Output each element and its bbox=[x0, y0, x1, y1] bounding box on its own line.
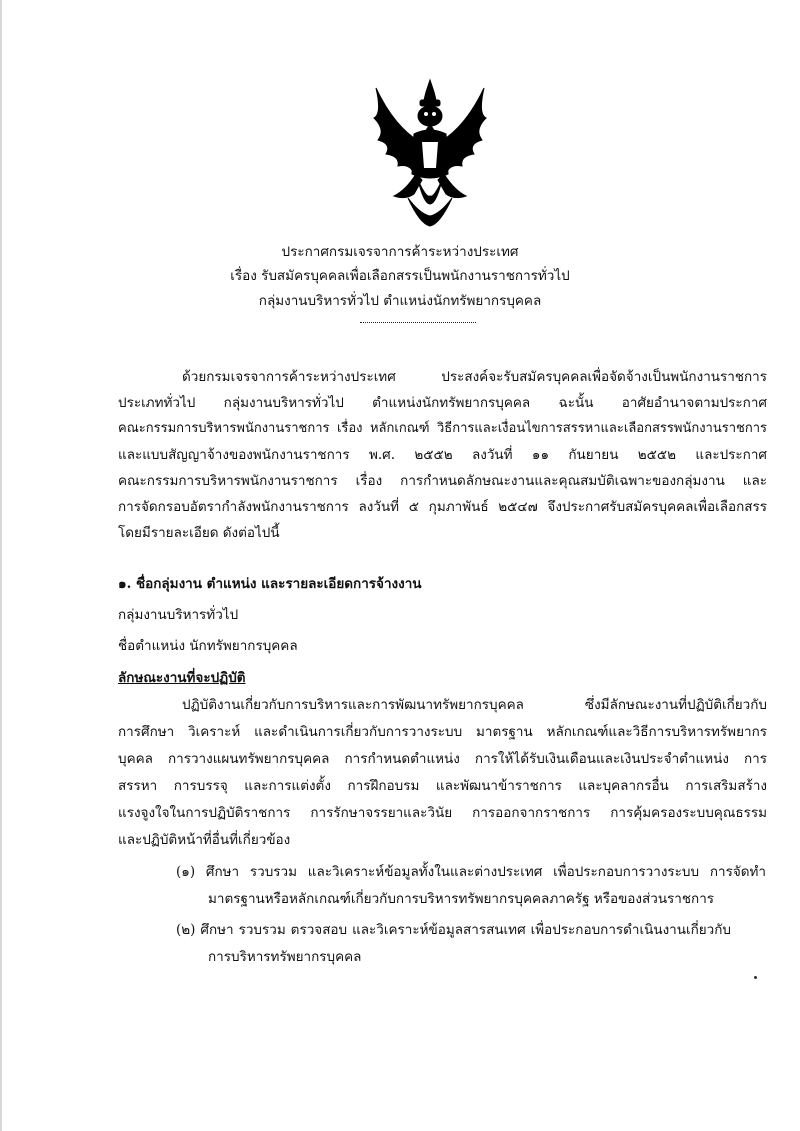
intro-line-4: และแบบสัญญาจ้างของพนักงานราชการ พ.ศ. ๒๕๕๒ ลงวันที่ ๑๑ กันยายน ๒๕๕๒ และประกาศ bbox=[118, 447, 767, 463]
duty-item-1-line-1: (๑) ศึกษา รวบรวม และวิเคราะห์ข้อมูลทั้งในและต่างประเทศ เพื่อประกอบการวางระบบ การจัดทำ bbox=[176, 864, 766, 880]
separator-dots bbox=[360, 322, 476, 323]
duties-line-4: สรรหา การบรรจุ และการแต่งตั้ง การฝึกอบรม และพัฒนาข้าราชการ และบุคลากรอื่น การเสริมสร้าง bbox=[118, 778, 767, 794]
duty-item-2-line-1: (๒) ศึกษา รวบรวม ตรวจสอบ และวิเคราะห์ข้อมูลสารสนเทศ เพื่อประกอบการดำเนินงานเกี่ยวกับ bbox=[176, 922, 731, 938]
duties-line-2: การศึกษา วิเคราะห์ และดำเนินการเกี่ยวกับการวางระบบ มาตรฐาน หลักเกณฑ์และวิธีการบริหารทรัพยากร bbox=[118, 724, 767, 740]
announcement-subject: เรื่อง รับสมัครบุคคลเพื่อเลือกสรรเป็นพนักงานราชการทั่วไป bbox=[230, 268, 570, 284]
duties-line-6: และปฏิบัติหน้าที่อื่นที่เกี่ยวข้อง bbox=[118, 832, 291, 848]
duties-heading: ลักษณะงานที่จะปฏิบัติ bbox=[118, 670, 246, 686]
section-1-heading: ๑. ชื่อกลุ่มงาน ตำแหน่ง และรายละเอียดการจ้างงาน bbox=[118, 576, 422, 592]
intro-line-6: การจัดกรอบอัตรากำลังพนักงานราชการ ลงวันที่ ๕ กุมภาพันธ์ ๒๕๔๗ จึงประกาศรับสมัครบุคคลเพื่อเลือกสรร bbox=[118, 499, 767, 515]
duty-item-2-line-2: การบริหารทรัพยากรบุคคล bbox=[208, 949, 362, 965]
duties-line-3: บุคคล การวางแผนทรัพยากรบุคคล การกำหนดตำแหน่ง การให้ได้รับเงินเดือนและเงินประจำตำแหน่ง การ bbox=[118, 751, 767, 767]
intro-line-1: ด้วยกรมเจรจาการค้าระหว่างประเทศ ประสงค์จะรับสมัครบุคคลเพื่อจัดจ้างเป็นพนักงานราชการ bbox=[182, 369, 767, 385]
job-position: ชื่อตำแหน่ง นักทรัพยากรบุคคล bbox=[118, 638, 298, 654]
garuda-emblem-icon bbox=[368, 78, 492, 230]
announcement-subtitle: กลุ่มงานบริหารทั่วไป ตำแหน่งนักทรัพยากรบุคคล bbox=[258, 293, 542, 309]
intro-line-5: คณะกรรมการบริหารพนักงานราชการ เรื่อง การกำหนดลักษณะงานและคุณสมบัติเฉพาะของกลุ่มงาน และ bbox=[118, 473, 767, 489]
scan-edge bbox=[0, 0, 2, 1131]
job-group: กลุ่มงานบริหารทั่วไป bbox=[118, 607, 239, 623]
duties-line-5: แรงจูงใจในการปฏิบัติราชการ การรักษาจรรยาและวินัย การออกจากราชการ การคุ้มครองระบบคุณธรรม bbox=[118, 805, 767, 821]
intro-line-2: ประเภททั่วไป กลุ่มงานบริหารทั่วไป ตำแหน่งนักทรัพยากรบุคคล ฉะนั้น อาศัยอำนาจตามประกาศ bbox=[118, 395, 767, 411]
duty-item-1-line-2: มาตรฐานหรือหลักเกณฑ์เกี่ยวกับการบริหารทรัพยากรบุคคลภาครัฐ หรือของส่วนราชการ bbox=[208, 891, 715, 907]
announcement-title: ประกาศกรมเจรจาการค้าระหว่างประเทศ bbox=[281, 244, 519, 260]
intro-line-7: โดยมีรายละเอียด ดังต่อไปนี้ bbox=[118, 525, 280, 541]
intro-line-3: คณะกรรมการบริหารพนักงานราชการ เรื่อง หลักเกณฑ์ วิธีการและเงื่อนไขการสรรหาและเลือกสรรพนักงานราชการ bbox=[118, 421, 767, 436]
scan-speck bbox=[754, 976, 757, 979]
duties-line-1: ปฏิบัติงานเกี่ยวกับการบริหารและการพัฒนาทรัพยากรบุคคล ซึ่งมีลักษณะงานที่ปฏิบัติเกี่ยวกับ bbox=[182, 697, 767, 713]
